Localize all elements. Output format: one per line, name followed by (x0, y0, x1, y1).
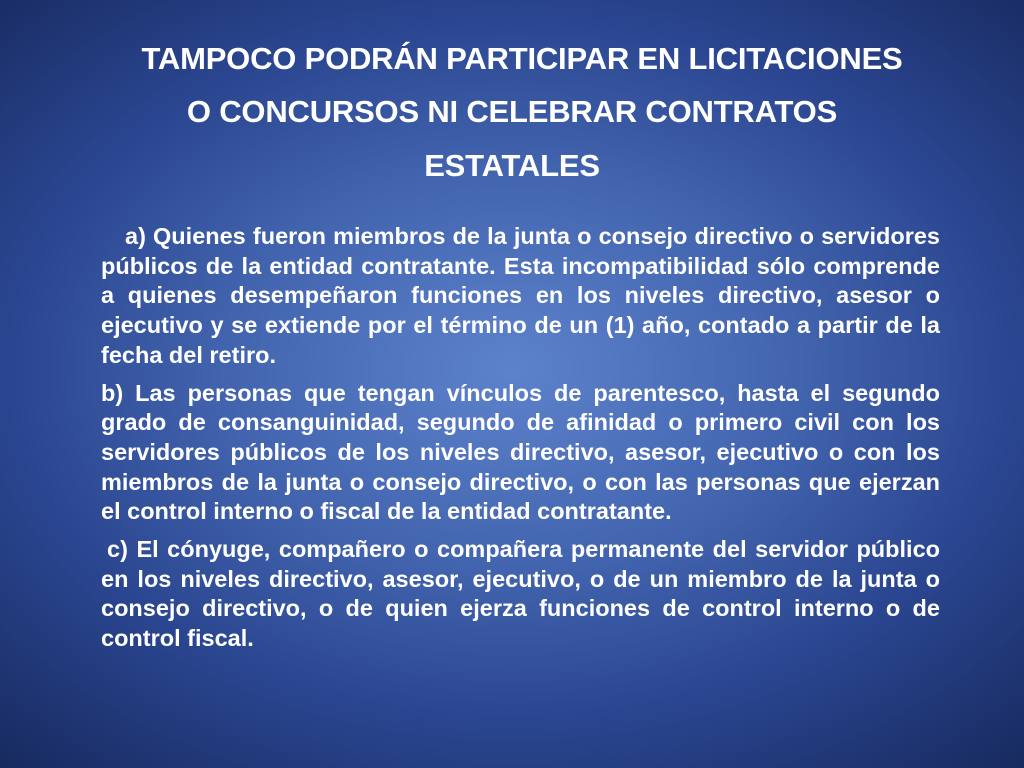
title-line-2: O CONCURSOS NI CELEBRAR CONTRATOS (186, 94, 838, 129)
paragraph-b: b) Las personas que tengan vínculos de parentesco, hasta el segundo grado de consanguinidad, segundo de afinidad o primero civil con los servidores públicos de los niveles directivo, asesor, ejecutivo o con los miembros de la junta o consejo directivo, o con las personas que ejerzan el control interno o fiscal de la entidad contratante. (101, 379, 940, 525)
title-line-3: ESTATALES (424, 148, 600, 183)
slide-title (60, 32, 964, 193)
paragraph-c: c) El cónyuge, compañero o compañera permanente del servidor público en los niveles directivo, asesor, ejecutivo, o de un miembro de la junta o consejo directivo, o de quien ejerza funciones de control interno o de control fiscal. (101, 536, 940, 652)
slide-body (101, 222, 940, 654)
title-line-1: TAMPOCO PODRÁN PARTICIPAR EN LICITACIONES (141, 41, 903, 76)
paragraph-a: a) Quienes fueron miembros de la junta o consejo directivo o servidores públicos de la entidad contratante. Esta incompatibilidad sólo comprende a quienes desempeñaron funciones en los niveles directivo, asesor o ejecutivo y se extiende por el término de un (1) año, contado a partir de la fecha del retiro. (101, 223, 940, 368)
